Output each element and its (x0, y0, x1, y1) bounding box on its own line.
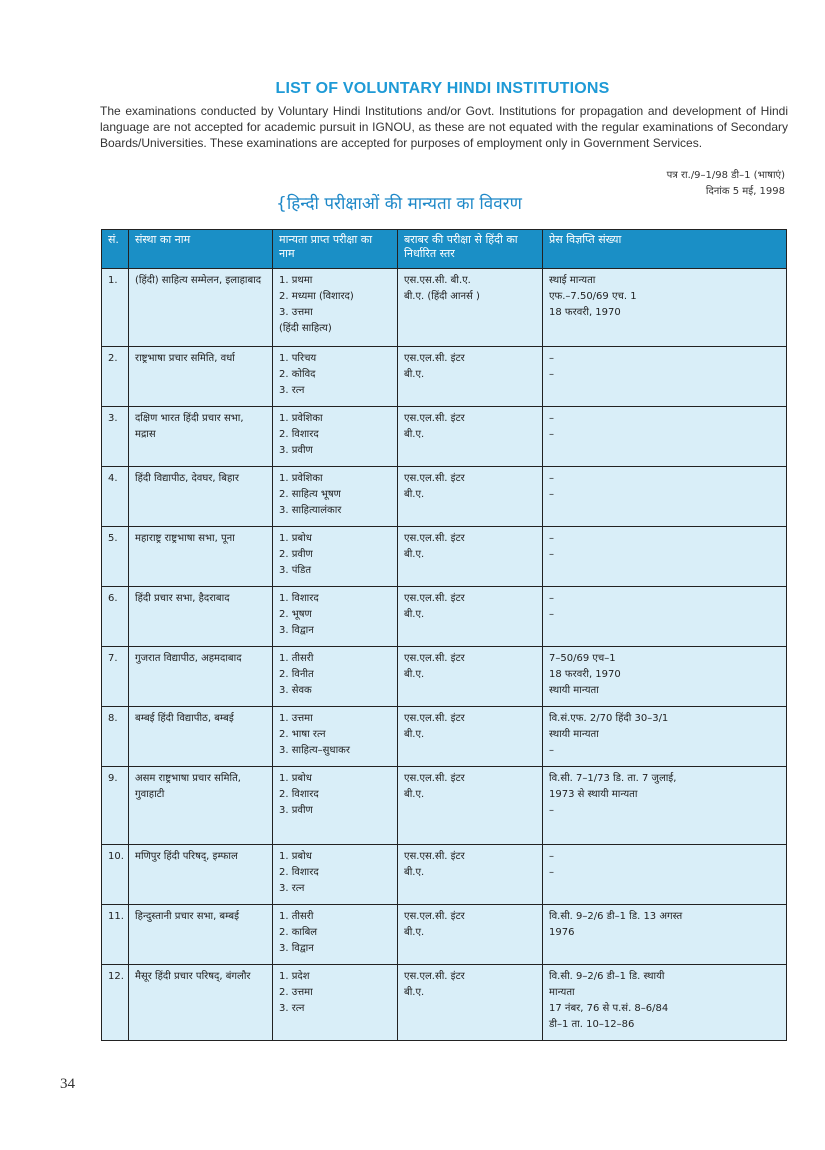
cell-equivalent-line: बी.ए. (404, 789, 425, 800)
cell-exams-list (279, 591, 391, 639)
cell-exams (273, 269, 398, 347)
cell-equivalent-line: बी.ए. (404, 429, 425, 440)
cell-exams-line: 3. रत्न (279, 385, 305, 396)
cell-exams-line: 2. उत्तमा (279, 987, 313, 998)
table-row (102, 347, 787, 407)
cell-equivalent (398, 965, 543, 1041)
cell-notification-line: – (549, 533, 554, 544)
cell-notification-line: डी–1 ता. 10–12–86 (549, 1019, 635, 1030)
cell-notification-line: स्थायी मान्यता (549, 685, 599, 696)
reference-block (667, 168, 785, 200)
table-row (102, 647, 787, 707)
cell-exams-list (279, 711, 391, 759)
cell-exams-list (279, 531, 391, 579)
cell-equivalent-line: बी.ए. (हिंदी आनर्स ) (404, 291, 480, 302)
cell-exams-line: 1. तीसरी (279, 653, 314, 664)
cell-notification-line: वि.सी. 9–2/6 डी–1 डि. 13 अगस्त (549, 911, 683, 922)
cell-equivalent-line: एस.एल.सी. इंटर (404, 653, 465, 664)
cell-notification (543, 347, 787, 407)
cell-equivalent-line: एस.एल.सी. इंटर (404, 713, 465, 724)
intro-paragraph: The examinations conducted by Voluntary Hindi Institutions and/or Govt. Institutions for propagation and development of Hindi language are not accepted for academic pursuit in IGNOU, as these are not equated with the regular examinations of Secondary Boards/Universities. These examinations are accepted for purposes of employment only in Government Services. (100, 104, 788, 150)
cell-exams-line: 3. प्रवीण (279, 805, 313, 816)
cell-equivalent-list (404, 273, 536, 305)
cell-notification-line: – (549, 413, 554, 424)
cell-notification (543, 647, 787, 707)
cell-exams-line: 2. प्रवीण (279, 549, 313, 560)
cell-equivalent (398, 767, 543, 845)
cell-institution: गुजरात विद्यापीठ, अहमदाबाद (129, 647, 273, 707)
cell-exams-line: (हिंदी साहित्य) (279, 323, 332, 334)
cell-equivalent-line: एस.एल.सी. इंटर (404, 971, 465, 982)
table-row (102, 587, 787, 647)
cell-notification (543, 527, 787, 587)
cell-equivalent (398, 845, 543, 905)
cell-exams-line: 1. उत्तमा (279, 713, 313, 724)
cell-equivalent-line: बी.ए. (404, 867, 425, 878)
cell-exams-line: 1. विशारद (279, 593, 319, 604)
cell-exams-list (279, 771, 391, 819)
cell-equivalent-line: एस.एल.सी. इंटर (404, 533, 465, 544)
table-row (102, 845, 787, 905)
table-row (102, 269, 787, 347)
cell-institution: महाराष्ट्र राष्ट्रभाषा सभा, पूना (129, 527, 273, 587)
cell-notification (543, 767, 787, 845)
cell-serial: 4. (102, 467, 129, 527)
cell-equivalent-line: एस.एस.सी. इंटर (404, 851, 465, 862)
cell-notification-line: – (549, 549, 554, 560)
table-row (102, 467, 787, 527)
cell-notification-list (549, 471, 780, 503)
cell-exams (273, 467, 398, 527)
cell-equivalent-list (404, 411, 536, 443)
cell-equivalent-list (404, 651, 536, 683)
reference-line: पत्र रा./9–1/98 डी–1 (भाषाएं) (666, 170, 785, 181)
cell-institution: हिंदी प्रचार सभा, हैदराबाद (129, 587, 273, 647)
cell-notification-list (549, 849, 780, 881)
cell-notification-line: – (549, 851, 554, 862)
cell-equivalent-line: बी.ए. (404, 489, 425, 500)
cell-equivalent (398, 269, 543, 347)
cell-exams-list (279, 411, 391, 459)
cell-institution: हिंदी विद्यापीठ, देवघर, बिहार (129, 467, 273, 527)
cell-equivalent (398, 527, 543, 587)
cell-notification-list (549, 273, 780, 321)
cell-serial: 2. (102, 347, 129, 407)
cell-equivalent-list (404, 969, 536, 1001)
cell-institution: दक्षिण भारत हिंदी प्रचार सभा, मद्रास (129, 407, 273, 467)
cell-notification-line: 7–50/69 एच–1 (549, 653, 616, 664)
header-exam: मान्यता प्राप्त परीक्षा का नाम (273, 230, 398, 269)
cell-equivalent-line: बी.ए. (404, 549, 425, 560)
cell-exams-list (279, 351, 391, 399)
cell-institution: राष्ट्रभाषा प्रचार समिति, वर्धा (129, 347, 273, 407)
cell-exams-line: 3. विद्वान (279, 943, 314, 954)
cell-equivalent-list (404, 909, 536, 941)
cell-notification-line: 18 फरवरी, 1970 (549, 307, 621, 318)
header-equivalent: बराबर की परीक्षा से हिंदी का निर्धारित स्तर (398, 230, 543, 269)
cell-exams (273, 965, 398, 1041)
table-row (102, 905, 787, 965)
cell-exams-line: 2. कोविद (279, 369, 316, 380)
cell-equivalent-line: बी.ए. (404, 927, 425, 938)
institutions-table (101, 229, 787, 1041)
cell-notification-list (549, 771, 780, 819)
cell-exams-line: 1. प्रवेशिका (279, 413, 323, 424)
cell-serial: 7. (102, 647, 129, 707)
cell-exams-line: 2. भूषण (279, 609, 312, 620)
cell-exams-line: 2. साहित्य भूषण (279, 489, 341, 500)
cell-notification-line: मान्यता (549, 987, 575, 998)
table-row (102, 527, 787, 587)
cell-institution: हिन्दुस्तानी प्रचार सभा, बम्बई (129, 905, 273, 965)
cell-notification-line: – (549, 353, 554, 364)
cell-equivalent (398, 905, 543, 965)
cell-notification (543, 905, 787, 965)
cell-notification-line: स्थाई मान्यता (549, 275, 596, 286)
header-notification: प्रेस विज्ञप्ति संख्या (543, 230, 787, 269)
cell-exams-line: 2. विशारद (279, 867, 319, 878)
cell-notification (543, 587, 787, 647)
cell-equivalent-list (404, 711, 536, 743)
cell-exams (273, 647, 398, 707)
cell-exams (273, 767, 398, 845)
cell-institution: (हिंदी) साहित्य सम्मेलन, इलाहाबाद (129, 269, 273, 347)
cell-notification-list (549, 909, 780, 941)
page-title: LIST OF VOLUNTARY HINDI INSTITUTIONS (275, 80, 610, 97)
cell-notification (543, 707, 787, 767)
cell-exams-line: 2. विशारद (279, 429, 319, 440)
cell-equivalent-list (404, 771, 536, 803)
cell-equivalent-line: बी.ए. (404, 669, 425, 680)
page-number: 34 (60, 1076, 75, 1092)
cell-equivalent-line: एस.एस.सी. बी.ए. (404, 275, 471, 286)
cell-notification-line: वि.सी. 9–2/6 डी–1 डि. स्थायी (549, 971, 665, 982)
table-header-row (102, 230, 787, 269)
cell-exams-line: 3. रत्न (279, 883, 305, 894)
cell-exams (273, 707, 398, 767)
cell-exams-line: 1. प्रबोध (279, 773, 312, 784)
table-row (102, 965, 787, 1041)
cell-notification-list (549, 711, 780, 759)
cell-notification-line: 1976 (549, 927, 575, 938)
cell-exams (273, 845, 398, 905)
cell-equivalent-line: एस.एल.सी. इंटर (404, 353, 465, 364)
cell-exams-list (279, 273, 391, 337)
cell-exams-line: 1. तीसरी (279, 911, 314, 922)
cell-exams-line: 3. विद्वान (279, 625, 314, 636)
cell-notification-line: – (549, 867, 554, 878)
table-row (102, 707, 787, 767)
cell-exams-list (279, 969, 391, 1017)
cell-serial: 5. (102, 527, 129, 587)
cell-notification-line: एफ.–7.50/69 एच. 1 (549, 291, 637, 302)
cell-exams-line: 1. प्रदेश (279, 971, 310, 982)
cell-notification (543, 965, 787, 1041)
cell-serial: 9. (102, 767, 129, 845)
cell-exams (273, 527, 398, 587)
cell-equivalent-line: एस.एल.सी. इंटर (404, 773, 465, 784)
cell-exams-line: 1. प्रथमा (279, 275, 313, 286)
cell-institution: बम्बई हिंदी विद्यापीठ, बम्बई (129, 707, 273, 767)
cell-exams-line: 3. सेवक (279, 685, 312, 696)
cell-equivalent-list (404, 351, 536, 383)
cell-exams-line: 1. प्रबोध (279, 851, 312, 862)
cell-notification (543, 269, 787, 347)
cell-serial: 1. (102, 269, 129, 347)
cell-notification-line: वि.सी. 7–1/73 डि. ता. 7 जुलाई, (549, 773, 677, 784)
cell-exams-list (279, 651, 391, 699)
cell-serial: 12. (102, 965, 129, 1041)
cell-notification-line: 1973 से स्थायी मान्यता (549, 789, 638, 800)
cell-notification-list (549, 351, 780, 383)
cell-equivalent-line: बी.ए. (404, 369, 425, 380)
cell-equivalent (398, 647, 543, 707)
cell-exams-line: 2. विनीत (279, 669, 314, 680)
hindi-title: {हिन्दी परीक्षाओं की मान्यता का विवरण (276, 194, 522, 214)
cell-serial: 6. (102, 587, 129, 647)
cell-notification-line: 18 फरवरी, 1970 (549, 669, 621, 680)
cell-exams (273, 905, 398, 965)
cell-exams-list (279, 471, 391, 519)
cell-notification-line: – (549, 369, 554, 380)
table-row (102, 767, 787, 845)
header-serial: सं. (102, 230, 129, 269)
cell-notification-line: – (549, 489, 554, 500)
cell-notification-list (549, 531, 780, 563)
cell-notification-line: 17 नंबर, 76 से प.सं. 8–6/84 (549, 1003, 669, 1014)
cell-serial: 8. (102, 707, 129, 767)
cell-exams-line: 1. प्रवेशिका (279, 473, 323, 484)
cell-equivalent-list (404, 531, 536, 563)
cell-notification-line: – (549, 745, 554, 756)
cell-notification (543, 845, 787, 905)
cell-equivalent-line: बी.ए. (404, 609, 425, 620)
table-body (102, 269, 787, 1041)
cell-exams-line: 1. परिचय (279, 353, 317, 364)
cell-equivalent-line: एस.एल.सी. इंटर (404, 473, 465, 484)
cell-equivalent-line: एस.एल.सी. इंटर (404, 593, 465, 604)
cell-exams-line: 3. प्रवीण (279, 445, 313, 456)
cell-notification-line: – (549, 805, 554, 816)
cell-notification-line: स्थायी मान्यता (549, 729, 599, 740)
cell-notification-line: – (549, 473, 554, 484)
cell-institution: मणिपुर हिंदी परिषद्, इम्फाल (129, 845, 273, 905)
cell-equivalent (398, 707, 543, 767)
cell-equivalent-list (404, 849, 536, 881)
cell-notification (543, 407, 787, 467)
cell-exams-list (279, 849, 391, 897)
cell-exams-line: 1. प्रबोध (279, 533, 312, 544)
cell-equivalent (398, 407, 543, 467)
table-row (102, 407, 787, 467)
cell-notification-line: – (549, 609, 554, 620)
cell-exams-line: 3. उत्तमा (279, 307, 313, 318)
cell-exams-line: 2. भाषा रत्न (279, 729, 326, 740)
cell-exams-line: 2. काबिल (279, 927, 318, 938)
cell-institution: असम राष्ट्रभाषा प्रचार समिति, गुवाहाटी (129, 767, 273, 845)
cell-equivalent-line: बी.ए. (404, 729, 425, 740)
cell-exams-line: 3. पंडित (279, 565, 312, 576)
cell-exams-line: 2. विशारद (279, 789, 319, 800)
cell-notification-line: – (549, 429, 554, 440)
cell-equivalent-line: एस.एल.सी. इंटर (404, 413, 465, 424)
cell-exams-line: 3. साहित्यालंकार (279, 505, 342, 516)
cell-serial: 3. (102, 407, 129, 467)
cell-exams-line: 3. रत्न (279, 1003, 305, 1014)
cell-notification-line: – (549, 593, 554, 604)
cell-equivalent-line: बी.ए. (404, 987, 425, 998)
cell-exams-list (279, 909, 391, 957)
cell-notification-list (549, 969, 780, 1033)
cell-exams-line: 3. साहित्य–सुधाकर (279, 745, 350, 756)
cell-equivalent (398, 587, 543, 647)
cell-equivalent (398, 347, 543, 407)
cell-equivalent-list (404, 591, 536, 623)
cell-serial: 11. (102, 905, 129, 965)
cell-exams (273, 407, 398, 467)
cell-exams-line: 2. मध्यमा (विशारद) (279, 291, 354, 302)
cell-notification (543, 467, 787, 527)
cell-notification-list (549, 591, 780, 623)
reference-date: दिनांक 5 मई, 1998 (705, 186, 785, 197)
cell-institution: मैसूर हिंदी प्रचार परिषद्, बंगलौर (129, 965, 273, 1041)
cell-notification-list (549, 411, 780, 443)
cell-equivalent-line: एस.एल.सी. इंटर (404, 911, 465, 922)
cell-equivalent (398, 467, 543, 527)
cell-exams (273, 347, 398, 407)
cell-equivalent-list (404, 471, 536, 503)
cell-notification-line: वि.सं.एफ. 2/70 हिंदी 30–3/1 (549, 713, 669, 724)
header-institution: संस्था का नाम (129, 230, 273, 269)
cell-exams (273, 587, 398, 647)
cell-notification-list (549, 651, 780, 699)
cell-serial: 10. (102, 845, 129, 905)
